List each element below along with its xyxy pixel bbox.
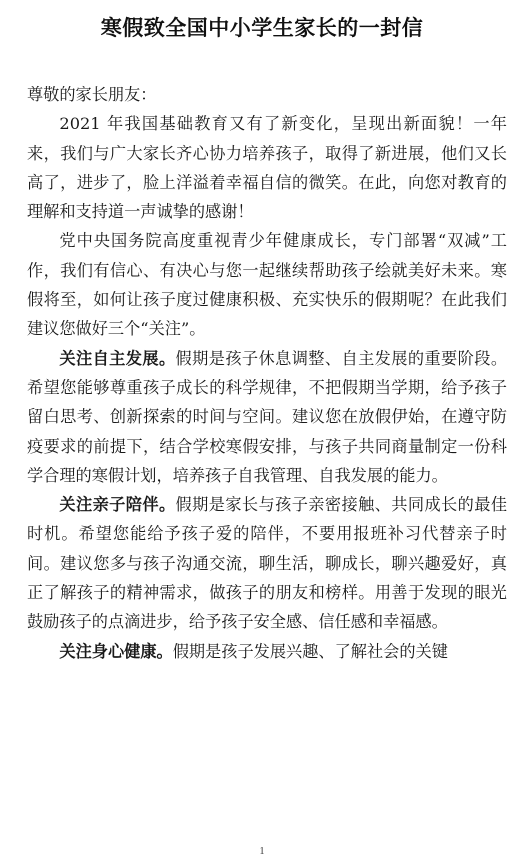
paragraph-lead: 关注亲子陪伴。 [59,495,176,515]
paragraph-lead: 关注身心健康。 [59,641,173,661]
paragraph-text: 党中央国务院高度重视青少年健康成长，专门部署“双减”工作，我们有信心、有决心与您一起继续帮助孩子绘就美好未来。寒假将至，如何让孩子度过健康积极、充实快乐的假期呢？在此我们建议您做好三个“关注”。 [27,231,507,339]
paragraph-intro [27,109,507,226]
salutation: 尊敬的家长朋友： [27,85,157,104]
paragraph-parent-child-companionship [27,490,507,636]
page-title: 寒假致全国中小学生家长的一封信 [100,16,424,40]
paragraph-physical-mental-health [27,637,507,666]
page-number: 1 [259,846,265,857]
paragraph-autonomous-development [27,344,507,490]
paragraph-lead: 关注自主发展。 [59,348,176,368]
paragraph-text: 2021 年我国基础教育又有了新变化，呈现出新面貌！一年来，我们与广大家长齐心协力培养孩子，取得了新进展，他们又长高了，进步了，脸上洋溢着幸福自信的微笑。在此，向您对教育的理解和支持道一声诚挚的感谢！ [27,114,507,222]
letter-body [27,80,507,666]
paragraph-double-reduction [27,226,507,343]
paragraph-text: 假期是孩子休息调整、自主发展的重要阶段。希望您能够尊重孩子成长的科学规律，不把假期当学期，给予孩子留白思考、创新探索的时间与空间。建议您在放假伊始，在遵守防疫要求的前提下，结合学校寒假安排，与孩子共同商量制定一份科学合理的寒假计划，培养孩子自我管理、自我发展的能力。 [27,348,508,485]
paragraph-text: 假期是孩子发展兴趣、了解社会的关键 [172,641,448,661]
paragraph-text: 假期是家长与孩子亲密接触、共同成长的最佳时机。希望您能给予孩子爱的陪伴，不要用报班补习代替亲子时间。建议您多与孩子沟通交流，聊生活，聊成长，聊兴趣爱好，真正了解孩子的精神需求，做孩子的朋友和榜样。用善于发现的眼光鼓励孩子的点滴进步，给予孩子安全感、信任感和幸福感。 [27,495,508,632]
